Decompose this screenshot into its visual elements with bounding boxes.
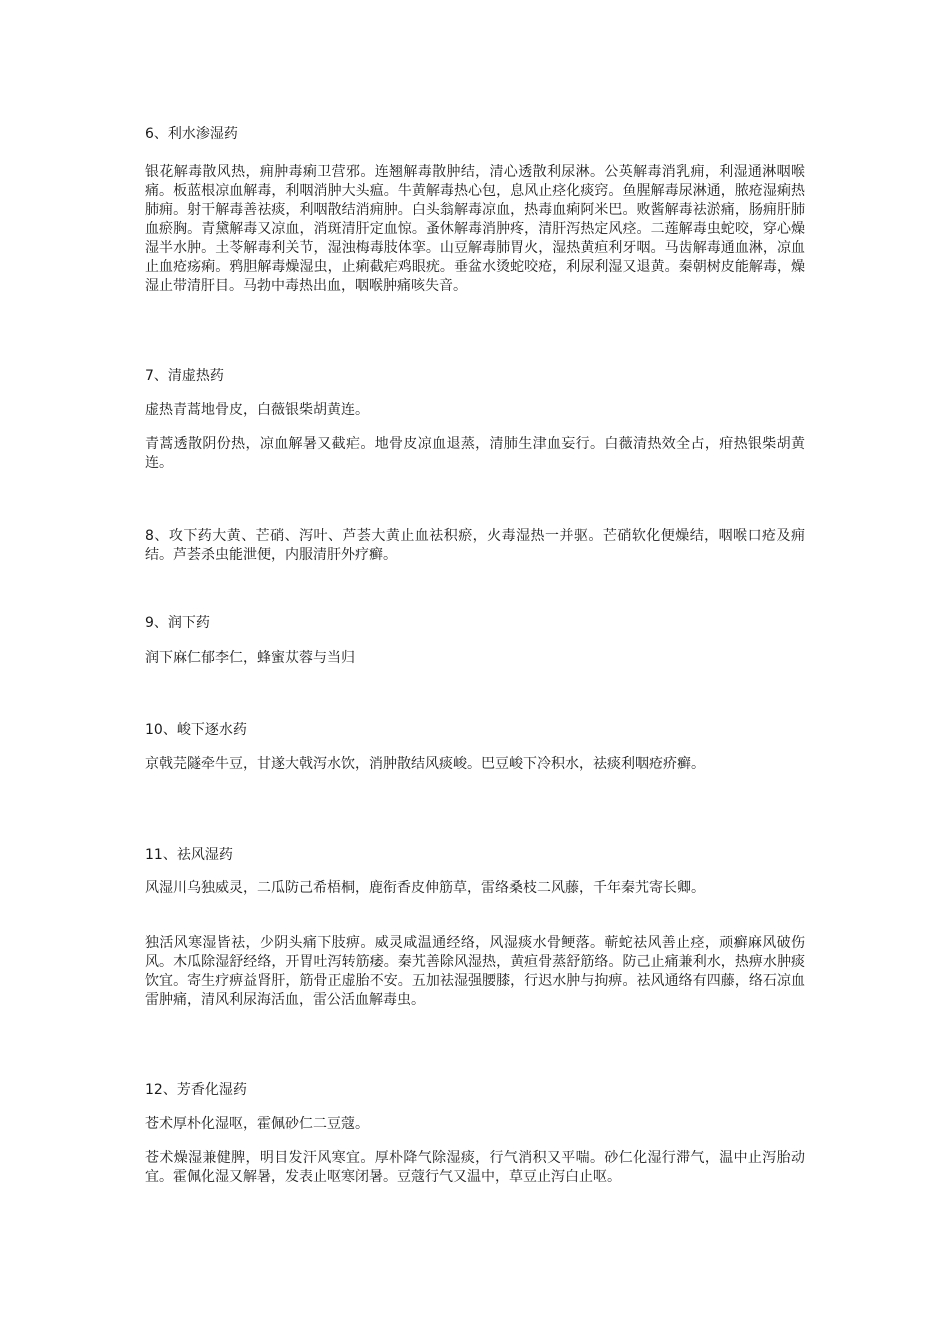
section-10-paragraph-1: 京戟芫隧牵牛豆，甘遂大戟泻水饮，消肿散结风痰峻。巴豆峻下冷积水，祛痰利咽疮疥癣。 bbox=[145, 756, 705, 772]
section-9-paragraph-1: 润下麻仁郁李仁，蜂蜜苁蓉与当归 bbox=[145, 650, 355, 666]
section-6-paragraph-1: 银花解毒散风热，痈肿毒痢卫营邪。连翘解毒散肿结，清心透散利尿淋。公英解毒消乳痈，利湿通淋咽喉痛。板蓝根凉血解毒，利咽消肿大头瘟。牛黄解毒热心包，息风止痉化痰窍。鱼腥解毒尿淋通，脓疮湿痢热肺痈。射干解毒善祛痰，利咽散结消痈肿。白头翁解毒凉血，热毒血痢阿米巴。败酱解毒祛淤痛，肠痈肝肺血瘀胸。青黛解毒又凉血，消斑清肝定血惊。蚤休解毒消肿疼，清肝泻热定风痉。二莲解毒虫蛇咬，穿心燥湿半水肿。土苓解毒利关节，湿浊梅毒肢体挛。山豆解毒肺胃火，湿热黄疸利牙咽。马齿解毒通血淋，凉血止血疮疡痢。鸦胆解毒燥湿虫，止痢截疟鸡眼疣。垂盆水烫蛇咬疮，利尿利湿又退黄。秦朝树皮能解毒，燥湿止带清肝目。马勃中毒热出血，咽喉肿痛咳失音。 bbox=[145, 164, 805, 294]
section-7-paragraph-2: 青蒿透散阴份热，凉血解暑又截疟。地骨皮凉血退蒸，清肺生津血妄行。白薇清热效全占，疳热银柴胡黄连。 bbox=[145, 436, 805, 471]
section-7-paragraph-1: 虚热青蒿地骨皮，白薇银柴胡黄连。 bbox=[145, 402, 369, 418]
section-9-heading: 9、润下药 bbox=[145, 615, 210, 631]
section-8-paragraph: 8、攻下药大黄、芒硝、泻叶、芦荟大黄止血祛积瘀，火毒湿热一并驱。芒硝软化便燥结，咽喉口疮及痈结。芦荟杀虫能泄便，内服清肝外疗癣。 bbox=[145, 528, 805, 563]
section-6-heading: 6、利水渗湿药 bbox=[145, 126, 238, 142]
section-11-heading: 11、祛风湿药 bbox=[145, 847, 233, 863]
section-12-paragraph-1: 苍术厚朴化湿呕，霍佩砂仁二豆蔻。 bbox=[145, 1116, 369, 1132]
section-10-heading: 10、峻下逐水药 bbox=[145, 722, 247, 738]
section-12-paragraph-2: 苍术燥湿兼健脾，明目发汗风寒宜。厚朴降气除湿痰，行气消积又平喘。砂仁化湿行滞气，温中止泻胎动宜。霍佩化湿又解暑，发表止呕寒闭暑。豆蔻行气又温中，草豆止泻白止呕。 bbox=[145, 1150, 805, 1185]
section-12-heading: 12、芳香化湿药 bbox=[145, 1082, 247, 1098]
section-11-paragraph-1: 风湿川乌独威灵，二瓜防己希梧桐，鹿衔香皮伸筋草，雷络桑枝二风藤，千年秦艽寄长卿。 bbox=[145, 880, 705, 896]
section-11-paragraph-2: 独活风寒湿皆祛，少阴头痛下肢痹。威灵咸温通经络，风湿痰水骨鲠落。蕲蛇祛风善止痉，顽癣麻风破伤风。木瓜除湿舒经络，开胃吐泻转筋痿。秦艽善除风湿热，黄疸骨蒸舒筋络。防己止痛兼利水，热痹水肿痰饮宜。寄生疗痹益肾肝，筋骨正虚胎不安。五加祛湿强腰膝，行迟水肿与拘痹。祛风通络有四藤，络石凉血雷肿痛，清风利尿海活血，雷公活血解毒虫。 bbox=[145, 935, 805, 1008]
section-7-heading: 7、清虚热药 bbox=[145, 368, 224, 384]
